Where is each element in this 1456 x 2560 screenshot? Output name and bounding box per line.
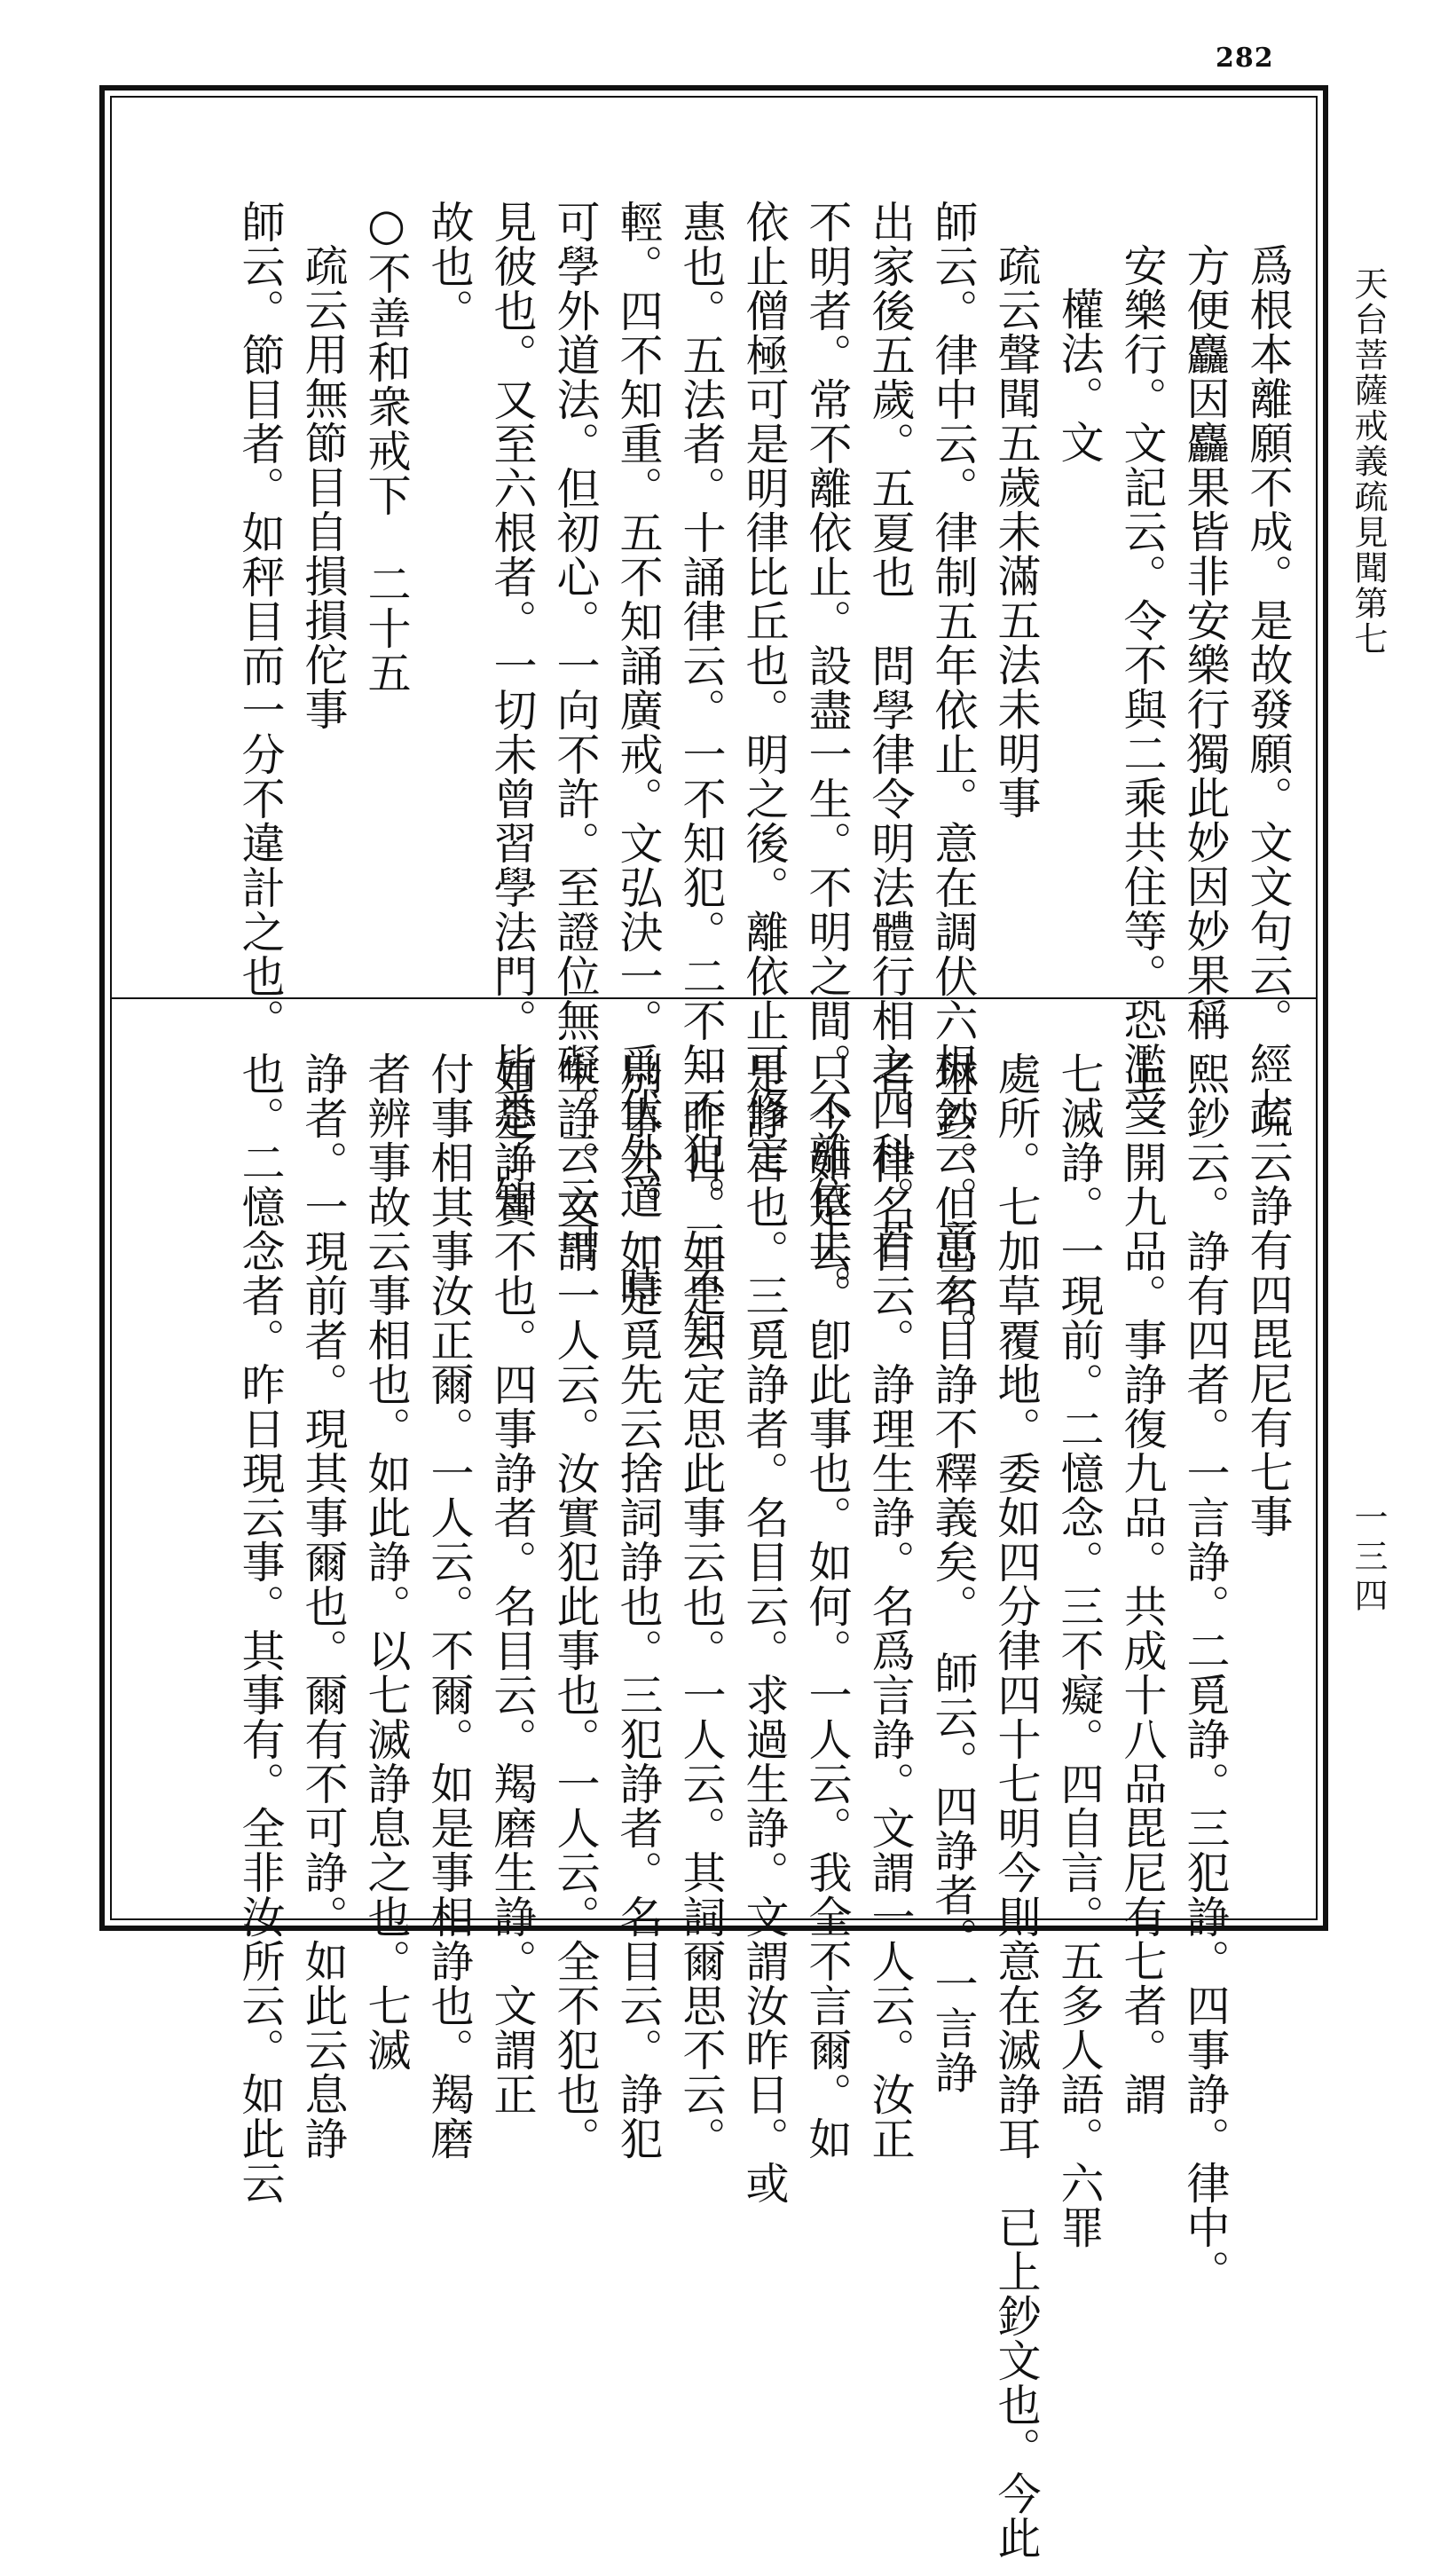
running-head: 天台菩薩戒義疏見聞第七 [1349, 266, 1388, 657]
text-column: 也。二憶念者。昨日現云事。其事有。全非汝所云。如此云 [235, 1052, 286, 2205]
text-column: 琳鈔。但出名目諍不釋義矣。 師云。四諍者。一言諍 [928, 1052, 979, 2095]
text-column: 疏云諍有四毘尼有七事 [1243, 1095, 1294, 1539]
text-column: 一昨日。如是云定思此事云也。一人云。其詞爾思不云。 [676, 1052, 727, 2161]
text-column: 不明者。常不離依止。設盡一生。不明之間。不離依止。 [802, 200, 853, 1309]
text-column: 疏云聲聞五歲未滿五法未明事 [991, 243, 1042, 820]
text-column: 只今如是云。卽此事也。如何。一人云。我全不言爾。如 [802, 1052, 853, 2161]
text-column: 七滅諍。一現前。二憶念。三不癡。四自言。五多人語。六罪 [1054, 1052, 1105, 2249]
text-column: 方便麤因麤果皆非安樂行獨此妙因妙果稱 [1180, 243, 1231, 1042]
text-column: 者。律名目云。諍理生諍。名爲言諍。文謂一人云。汝正 [865, 1052, 916, 2161]
lower-panel [133, 1052, 1300, 2560]
text-column: 安樂行。文記云。令不與二乘共住等。恐濫受 [1117, 243, 1168, 1130]
text-column: 別事云。如是覓先云捨詞諍也。三犯諍者。名目云。諍犯 [613, 1052, 664, 2161]
text-column: 諍者。一現前者。現其事爾也。爾有不可諍。如此云息諍 [298, 1052, 349, 2161]
text-column: 依止僧極可是明律比丘也。明之後。離依止可修定 [739, 200, 790, 1176]
text-column: 爲根本離願不成。是故發願。文文句云。經七 [1243, 243, 1294, 1130]
text-column: 疏云用無節目自損損佗事 [298, 243, 349, 731]
text-column: 權法。文 [1054, 287, 1105, 464]
text-column: 見彼也。又至六根者。一切未曾習學法門。皆悉了知 [487, 200, 538, 1220]
text-column: 輕。四不知重。五不知誦廣戒。文弘決一。爲伏外道一時 [613, 200, 664, 1309]
text-column: 惠也。五法者。十誦律云。一不知犯。二不知不犯。三不知 [676, 200, 727, 1353]
text-column: 可學外道法。但初心。一向不許。至證位無礙。云云可 [550, 200, 601, 1264]
text-column: 上三開九品。事諍復九品。共成十八品毘尼有七者。謂 [1117, 1052, 1168, 2116]
text-column: 出家後五歲。五夏也 問學律令明法體行相之四科。若 [865, 200, 916, 1264]
text-column: 師云。律中云。律制五年依止。意在調伏六根云云。意云。 [928, 200, 979, 1353]
text-column: 熙鈔云。諍有四者。一言諍。二覓諍。三犯諍。四事諍。律中。 [1180, 1052, 1231, 2294]
text-column: 師云。節目者。如秤目而一分不違計之也。 [235, 200, 286, 1043]
text-column: 生諍。文謂一人云。汝實犯此事也。一人云。全不犯也。 [550, 1052, 601, 2161]
text-column: 者辨事故云事相也。如此諍。以七滅諍息之也。七滅 [361, 1052, 412, 2072]
text-column: 付事相其事汝正爾。一人云。不爾。如是事相諍也。羯磨 [424, 1052, 475, 2161]
text-column: 故也。 [424, 200, 475, 333]
text-column: 處所。七加草覆地。委如四分律四十七明今則意在滅諍耳 已上鈔文也。今此 [991, 1052, 1042, 2560]
text-column: 是諍言也。三覓諍者。名目云。求過生諍。文謂汝昨日。或 [739, 1052, 790, 2205]
text-column: 如是諍實不也。四事諍者。名目云。羯磨生諍。文謂正 [487, 1052, 538, 2116]
text-column: ○不善和衆戒下 二十五 [361, 200, 412, 695]
folio-number: 一三四 [1349, 1500, 1388, 1617]
page-number: 282 [1216, 43, 1274, 74]
